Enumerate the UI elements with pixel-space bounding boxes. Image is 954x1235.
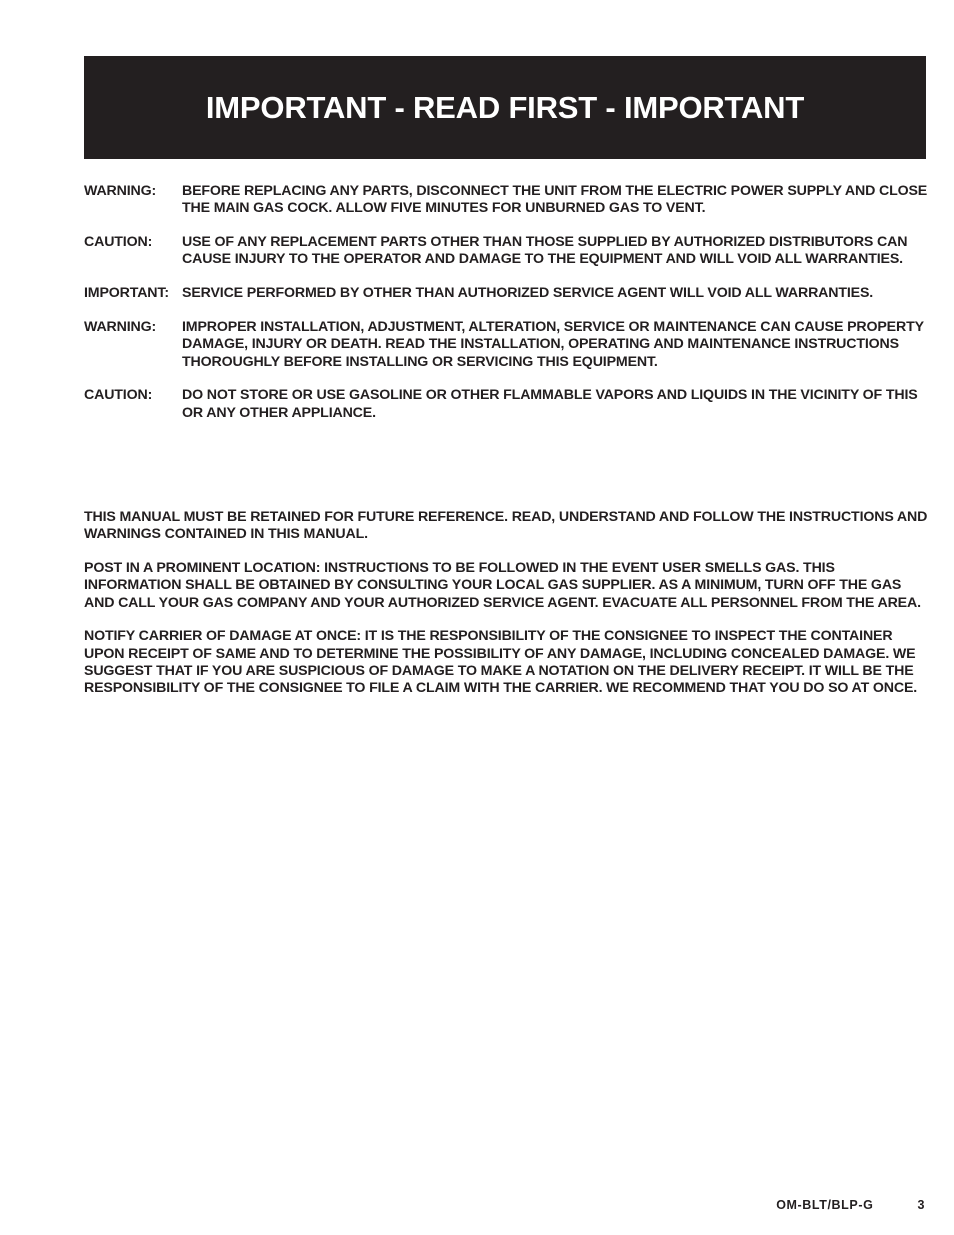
retain-manual-paragraph: THIS MANUAL MUST BE RETAINED FOR FUTURE REFERENCE. READ, UNDERSTAND AND FOLLOW THE INSTRUCTIONS AND WARNINGS CONTAINED IN THIS MANUAL. [84, 509, 928, 543]
notice-text: USE OF ANY REPLACEMENT PARTS OTHER THAN THOSE SUPPLIED BY AUTHORIZED DISTRIBUTORS CAN CAUSE INJURY TO THE OPERATOR AND DAMAGE TO THE EQUIPMENT AND WILL VOID ALL WARRANTIES. [182, 234, 908, 268]
notice-item [84, 387, 929, 422]
notice-list [84, 183, 929, 438]
carrier-damage-paragraph: NOTIFY CARRIER OF DAMAGE AT ONCE: IT IS THE RESPONSIBILITY OF THE CONSIGNEE TO INSPECT THE CONTAINER UPON RECEIPT OF SAME AND TO DETERMINE THE POSSIBILITY OF ANY DAMAGE, INCLUDING CONCEALED DAMAGE. WE SUGGEST THAT IF YOU ARE SUSPICIOUS OF DAMAGE TO MAKE A NOTATION ON THE DELIVERY RECEIPT. IT WILL BE THE RESPONSIBILITY OF THE CONSIGNEE TO FILE A CLAIM WITH THE CARRIER. WE RECOMMEND THAT YOU DO SO AT ONCE. [84, 628, 918, 697]
notice-label: WARNING: [84, 318, 157, 335]
notice-text: SERVICE PERFORMED BY OTHER THAN AUTHORIZED SERVICE AGENT WILL VOID ALL WARRANTIES. [182, 285, 874, 302]
notice-item [84, 234, 929, 269]
page-title: IMPORTANT - READ FIRST - IMPORTANT [205, 89, 805, 125]
page-number: 3 [917, 1198, 925, 1212]
notice-item [84, 319, 929, 371]
notice-label: IMPORTANT: [84, 285, 169, 302]
instruction-paragraphs [84, 509, 932, 714]
notice-label: WARNING: [84, 183, 157, 199]
notice-label: CAUTION: [84, 387, 153, 404]
document-code: OM-BLT/BLP-G [776, 1198, 874, 1212]
notice-label: CAUTION: [84, 234, 153, 251]
gas-smell-paragraph: POST IN A PROMINENT LOCATION: INSTRUCTIONS TO BE FOLLOWED IN THE EVENT USER SMELLS GAS. THIS INFORMATION SHALL BE OBTAINED BY CONSULTING YOUR LOCAL GAS SUPPLIER. AS A MINIMUM, TURN OFF THE GAS AND CALL YOUR GAS COMPANY AND YOUR AUTHORIZED SERVICE AGENT. EVACUATE ALL PERSONNEL FROM THE AREA. [84, 560, 921, 611]
notice-text: IMPROPER INSTALLATION, ADJUSTMENT, ALTERATION, SERVICE OR MAINTENANCE CAN CAUSE PROPERTY DAMAGE, INJURY OR DEATH. READ THE INSTALLATION, OPERATING AND MAINTENANCE INSTRUCTIONS THOROUGHLY BEFORE INSTALLING OR SERVICING THIS EQUIPMENT. [182, 318, 924, 370]
header-banner [84, 56, 926, 159]
notice-item [84, 285, 929, 302]
notice-item [84, 183, 929, 218]
notice-text: BEFORE REPLACING ANY PARTS, DISCONNECT THE UNIT FROM THE ELECTRIC POWER SUPPLY AND CLOSE THE MAIN GAS COCK. ALLOW FIVE MINUTES FOR UNBURNED GAS TO VENT. [182, 183, 928, 217]
page-footer [776, 1198, 925, 1212]
notice-text: DO NOT STORE OR USE GASOLINE OR OTHER FLAMMABLE VAPORS AND LIQUIDS IN THE VICINITY OF THIS OR ANY OTHER APPLIANCE. [182, 387, 918, 421]
